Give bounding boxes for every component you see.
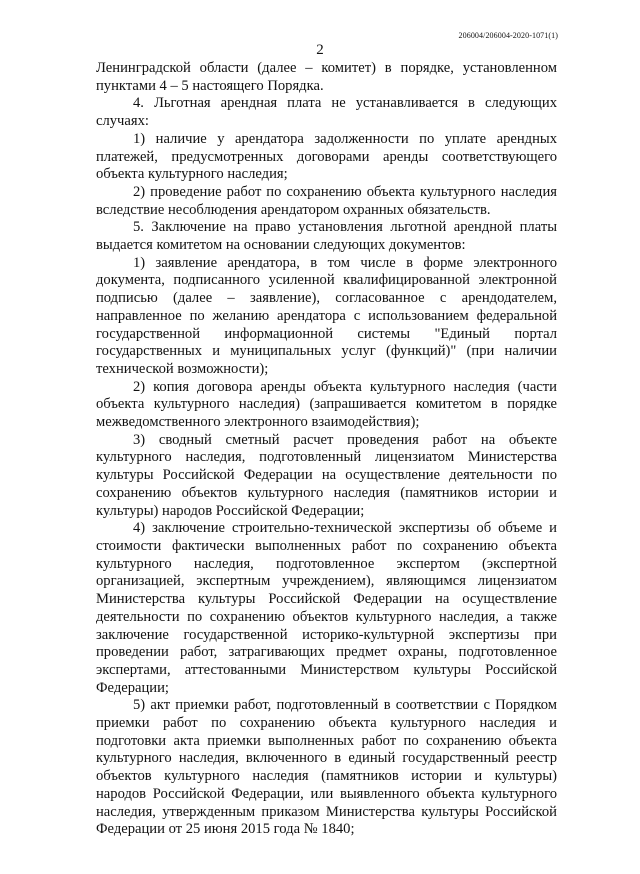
paragraph-clause-5: 5. Заключение на право установления льготной арендной платы выдается комитетом на основании следующих документов: <box>96 219 557 254</box>
paragraph-continuation: Ленинградской области (далее – комитет) в порядке, установленном пунктами 4 – 5 настоящего Порядка. <box>96 60 557 94</box>
paragraph-clause-5-item-3: 3) сводный сметный расчет проведения работ на объекте культурного наследия, подготовленный лицензиатом Министерства культуры Российской Федерации на осуществление деятельности по сохранению объектов культурного наследия (памятников истории и культуры) народов Российской Федерации; <box>96 431 557 519</box>
paragraph-clause-5-item-2: 2) копия договора аренды объекта культурного наследия (части объекта культурного наследия) (запрашивается комитетом в порядке межведомственного электронного взаимодействия); <box>96 378 557 431</box>
paragraph-clause-4-item-2: 2) проведение работ по сохранению объекта культурного наследия вследствие несоблюдения арендатором охранных обязательств. <box>96 183 557 218</box>
document-body <box>96 60 557 839</box>
page-number: 2 <box>316 42 324 58</box>
paragraph-clause-5-item-1: 1) заявление арендатора, в том числе в форме электронного документа, подписанного усиленной квалифицированной электронной подписью (далее – заявление), согласованное с арендодателем, направленное по желанию арендатора с использованием федеральной государственной информационной системы "Единый портал государственных и муниципальных услуг (функций)" (при наличии технической возможности); <box>96 254 557 377</box>
document-id: 206004/206004-2020-1071(1) <box>458 31 558 40</box>
paragraph-clause-4-item-1: 1) наличие у арендатора задолженности по уплате арендных платежей, предусмотренных договорами аренды соответствующего объекта культурного наследия; <box>96 130 557 183</box>
paragraph-clause-4: 4. Льготная арендная плата не устанавливается в следующих случаях: <box>96 95 557 130</box>
paragraph-clause-5-item-4: 4) заключение строительно-технической экспертизы об объеме и стоимости фактически выполненных работ по сохранению объекта культурного наследия, подготовленное экспертом (экспертной организацией, экспертным учреждением), являющимся лицензиатом Министерства культуры Российской Федерации на осуществление деятельности по сохранению объектов культурного наследия, а также заключение государственной историко-культурной экспертизы при проведении работ, затрагивающих предмет охраны, подготовленное экспертами, аттестованными Министерством культуры Российской Федерации; <box>96 520 557 696</box>
paragraph-clause-5-item-5: 5) акт приемки работ, подготовленный в соответствии с Порядком приемки работ по сохранению объекта культурного наследия и подготовки акта приемки выполненных работ по сохранению объекта культурного наследия, включенного в единый государственный реестр объектов культурного наследия (памятников истории и культуры) народов Российской Федерации, или выявленного объекта культурного наследия, утвержденным приказом Министерства культуры Российской Федерации от 25 июня 2015 года № 1840; <box>96 697 557 838</box>
